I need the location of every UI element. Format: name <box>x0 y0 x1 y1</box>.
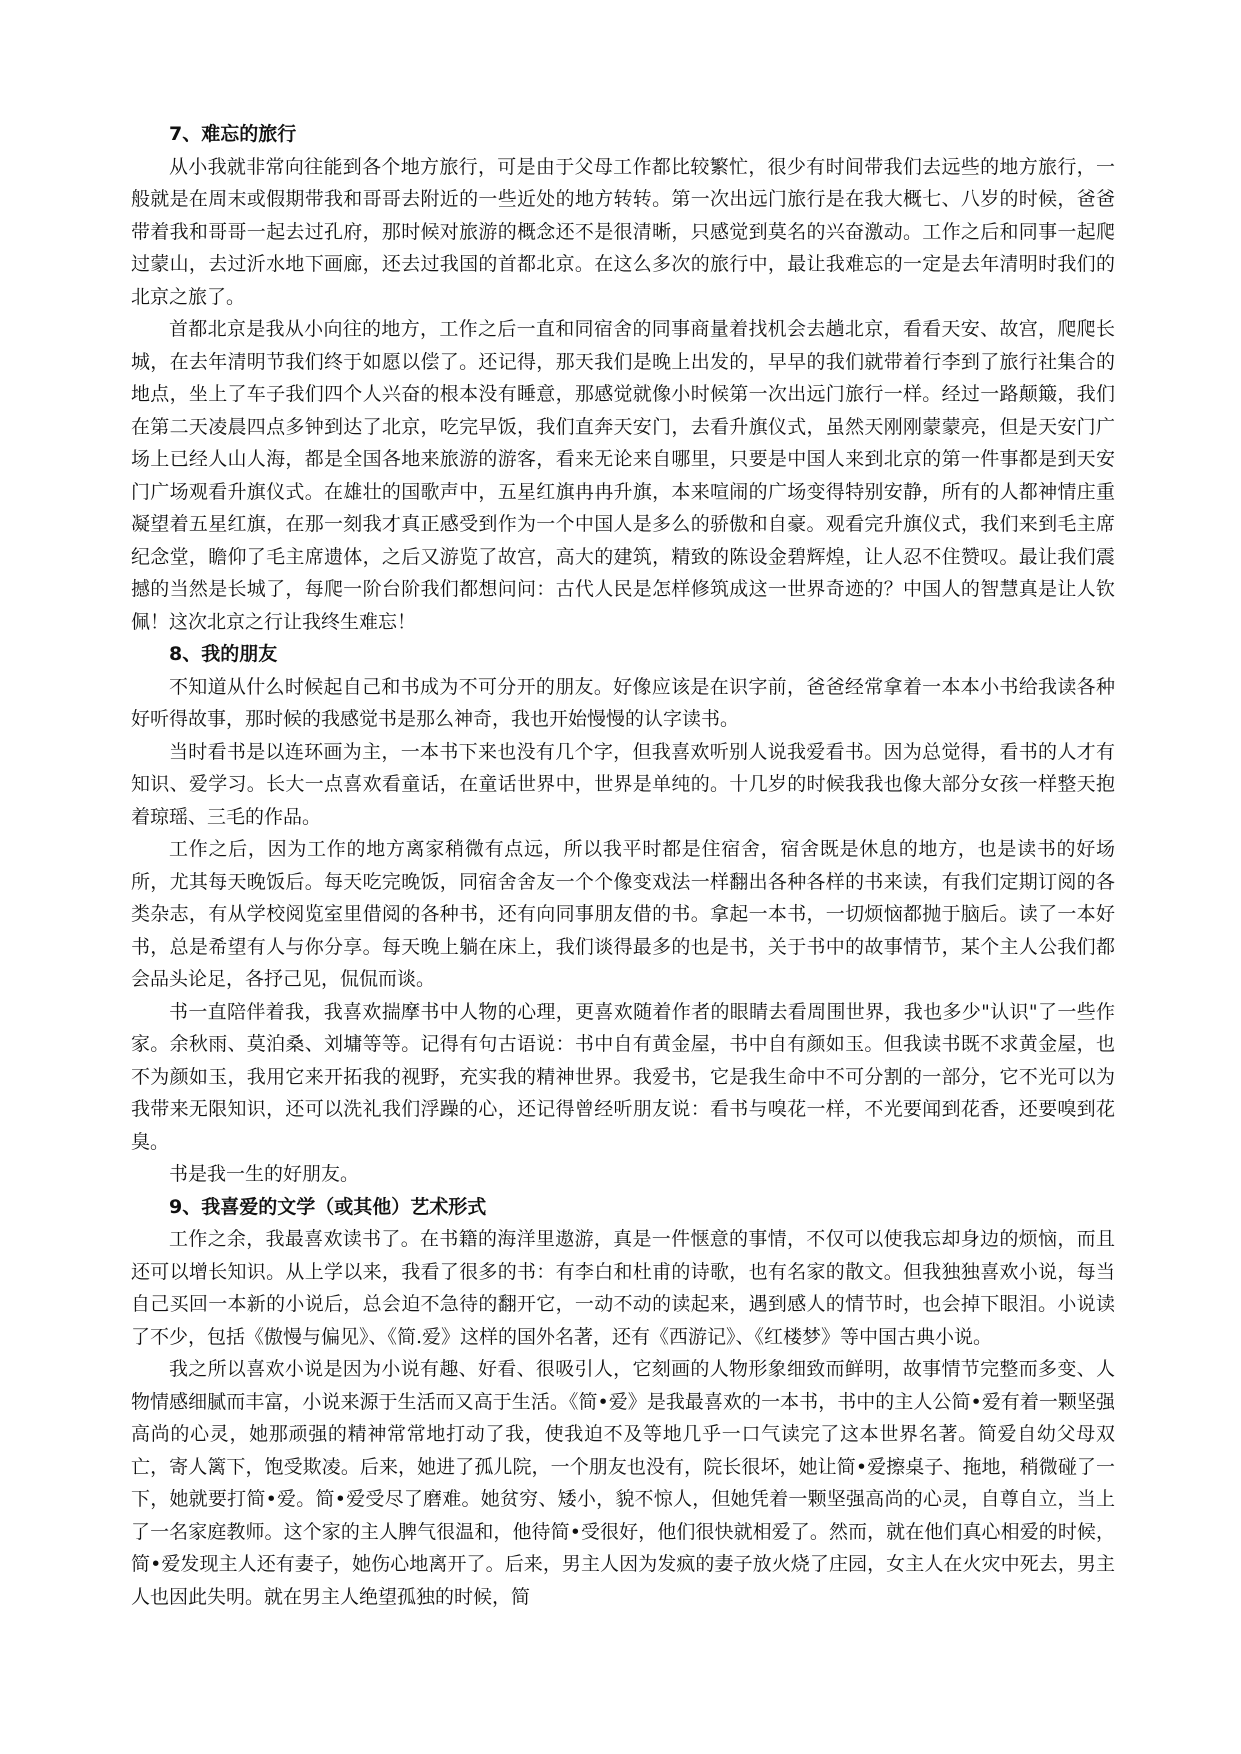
paragraph: 我之所以喜欢小说是因为小说有趣、好看、很吸引人，它刻画的人物形象细致而鲜明，故事情节完整而多变、人物情感细腻而丰富，小说来源于生活而又高于生活。《简•爱》是我最喜欢的一本书，书中的主人公简•爱有着一颗坚强高尚的心灵，她那顽强的精神常常地打动了我，使我迫不及等地几乎一口气读完了这本世界名著。简爱自幼父母双亡，寄人篱下，饱受欺凌。后来，她进了孤儿院，一个朋友也没有，院长很坏，她让简•爱擦桌子、拖地，稍微碰了一下，她就要打简•爱。简•爱受尽了磨难。她贫穷、矮小，貌不惊人，但她凭着一颗坚强高尚的心灵，自尊自立，当上了一名家庭教师。这个家的主人脾气很温和，他待简•受很好，他们很快就相爱了。然而，就在他们真心相爱的时候，简•爱发现主人还有妻子，她伤心地离开了。后来，男主人因为发疯的妻子放火烧了庄园，女主人在火灾中死去，男主人也因此失明。就在男主人绝望孤独的时候，简 <box>131 1358 1115 1608</box>
section-heading: 9、我喜爱的文学（或其他）艺术形式 <box>169 1195 487 1218</box>
section-art-form <box>131 1191 1115 1614</box>
paragraph: 工作之后，因为工作的地方离家稍微有点远，所以我平时都是住宿舍，宿舍既是休息的地方，也是读书的好场所，尤其每天晚饭后。每天吃完晚饭，同宿舍舍友一个个像变戏法一样翻出各种各样的书来读，有我们定期订阅的各类杂志，有从学校阅览室里借阅的各种书，还有向同事朋友借的书。拿起一本书，一切烦恼都抛于脑后。读了一本好书，总是希望有人与你分享。每天晚上躺在床上，我们谈得最多的也是书，关于书中的故事情节，某个主人公我们都会品头论足，各抒己见，侃侃而谈。 <box>131 838 1115 990</box>
paragraph: 不知道从什么时候起自己和书成为不可分开的朋友。好像应该是在识字前，爸爸经常拿着一本本小书给我读各种好听得故事，那时候的我感觉书是那么神奇，我也开始慢慢的认字读书。 <box>131 675 1115 730</box>
section-travel <box>131 118 1115 638</box>
paragraph: 从小我就非常向往能到各个地方旅行，可是由于父母工作都比较繁忙，很少有时间带我们去远些的地方旅行，一般就是在周末或假期带我和哥哥去附近的一些近处的地方转转。第一次出远门旅行是在我大概七、八岁的时候，爸爸带着我和哥哥一起去过孔府，那时候对旅游的概念还不是很清晰，只感觉到莫名的兴奋激动。工作之后和同事一起爬过蒙山，去过沂水地下画廊，还去过我国的首都北京。在这么多次的旅行中，最让我难忘的一定是去年清明时我们的北京之旅了。 <box>131 155 1115 308</box>
section-friend <box>131 638 1115 1191</box>
section-heading: 8、我的朋友 <box>169 643 278 665</box>
paragraph: 工作之余，我最喜欢读书了。在书籍的海洋里遨游，真是一件惬意的事情，不仅可以使我忘却身边的烦恼，而且还可以增长知识。从上学以来，我看了很多的书：有李白和杜甫的诗歌，也有名家的散文。但我独独喜欢小说，每当自己买回一本新的小说后，总会迫不急待的翻开它，一动不动的读起来，遇到感人的情节时，也会掉下眼泪。小说读了不少，包括《傲慢与偏见》、《简.爱》这样的国外名著，还有《西游记》、《红楼梦》等中国古典小说。 <box>131 1228 1115 1348</box>
paragraph: 书是我一生的好朋友。 <box>169 1163 360 1185</box>
paragraph: 首都北京是我从小向往的地方，工作之后一直和同宿舍的同事商量着找机会去趟北京，看看天安、故宫，爬爬长城，在去年清明节我们终于如愿以偿了。还记得，那天我们是晚上出发的，早早的我们就带着行李到了旅行社集合的地点，坐上了车子我们四个人兴奋的根本没有睡意，那感觉就像小时候第一次出远门旅行一样。经过一路颠簸，我们在第二天凌晨四点多钟到达了北京，吃完早饭，我们直奔天安门，去看升旗仪式，虽然天刚刚蒙蒙亮，但是天安门广场上已经人山人海，都是全国各地来旅游的游客，看来无论来自哪里，只要是中国人来到北京的第一件事都是到天安门广场观看升旗仪式。在雄壮的国歌声中，五星红旗冉冉升旗，本来喧闹的广场变得特别安静，所有的人都神情庄重凝望着五星红旗，在那一刻我才真正感受到作为一个中国人是多么的骄傲和自豪。观看完升旗仪式，我们来到毛主席纪念堂，瞻仰了毛主席遗体，之后又游览了故宫，高大的建筑，精致的陈设金碧辉煌，让人忍不住赞叹。最让我们震撼的当然是长城了，每爬一阶台阶我们都想问问：古代人民是怎样修筑成这一世界奇迹的？中国人的智慧真是让人钦佩！这次北京之行让我终生难忘！ <box>131 318 1115 633</box>
paragraph: 书一直陪伴着我，我喜欢揣摩书中人物的心理，更喜欢随着作者的眼睛去看周围世界，我也多少"认识"了一些作家。余秋雨、莫泊桑、刘墉等等。记得有句古语说：书中自有黄金屋，书中自有颜如玉。但我读书既不求黄金屋，也不为颜如玉，我用它来开拓我的视野，充实我的精神世界。我爱书，它是我生命中不可分割的一部分，它不光可以为我带来无限知识，还可以洗礼我们浮躁的心，还记得曾经听朋友说：看书与嗅花一样，不光要闻到花香，还要嗅到花臭。 <box>131 1000 1115 1153</box>
paragraph: 当时看书是以连环画为主，一本书下来也没有几个字，但我喜欢听别人说我爱看书。因为总觉得，看书的人才有知识、爱学习。长大一点喜欢看童话，在童话世界中，世界是单纯的。十几岁的时候我我也像大部分女孩一样整天抱着琼瑶、三毛的作品。 <box>131 740 1115 828</box>
section-heading: 7、难忘的旅行 <box>169 123 297 145</box>
document-page <box>131 118 1115 1613</box>
